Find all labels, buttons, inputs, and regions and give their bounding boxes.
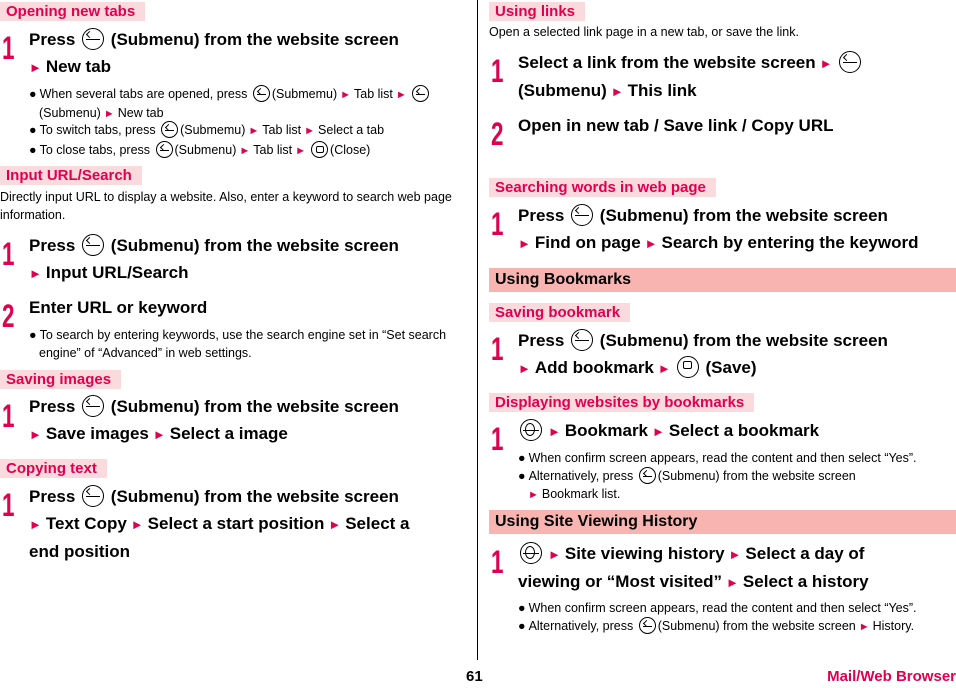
- step-text: Enter URL or keyword: [29, 298, 208, 317]
- section-header-site-viewing-history: Using Site Viewing History: [489, 510, 956, 534]
- browser-key-icon: [520, 542, 542, 564]
- arrow-icon: ►: [652, 424, 665, 439]
- section-tag-saving-images: Saving images: [0, 370, 121, 389]
- step-text: ► Bookmark ► Select a bookmark: [518, 417, 819, 445]
- bullet-icon: ●: [29, 87, 37, 101]
- camera-key-icon: [311, 141, 328, 158]
- section-tag-input-url-search: Input URL/Search: [0, 166, 142, 185]
- section-header-using-bookmarks: Using Bookmarks: [489, 268, 956, 292]
- submenu-key-icon: [82, 234, 104, 256]
- section-tag-using-links: Using links: [489, 2, 585, 21]
- step-text-part: New tab: [45, 57, 112, 76]
- step-text: Press (Submenu) from the website screen ► Find on page ► Search by entering the keyword: [518, 206, 919, 252]
- step-text-part: Press: [29, 30, 76, 49]
- section-description: Directly input URL to display a website. Also, enter a keyword to search web page information.: [0, 190, 452, 222]
- arrow-icon: ►: [248, 125, 260, 137]
- section-tag-saving-bookmark: Saving bookmark: [489, 303, 630, 322]
- arrow-icon: ►: [644, 236, 658, 251]
- arrow-icon: ►: [819, 56, 833, 71]
- submenu-key-icon: [571, 204, 593, 226]
- submenu-key-icon: [253, 85, 270, 102]
- arrow-icon: ►: [103, 108, 115, 120]
- step-number: 1: [2, 487, 15, 523]
- bullet-icon: ●: [518, 451, 526, 465]
- submenu-key-icon: [639, 467, 656, 484]
- step-number: 1: [2, 236, 15, 272]
- step-text: Press (Submenu) from the website screen ► Text Copy ► Select a start position ► Select a end position: [29, 487, 410, 561]
- note: ● Alternatively, press (Submenu) from the website screen ► History.: [518, 619, 915, 633]
- step-text: Open in new tab / Save link / Copy URL: [518, 116, 834, 135]
- submenu-key-icon: [571, 329, 593, 351]
- step-number: 1: [2, 30, 15, 66]
- bullet-icon: ●: [518, 601, 526, 615]
- camera-tv-key-icon: [677, 356, 699, 378]
- note: ● To switch tabs, press (Submemu) ► Tab list ► Select a tab: [29, 123, 385, 137]
- arrow-icon: ►: [726, 575, 739, 590]
- bullet-icon: ●: [518, 619, 526, 633]
- section-tag-displaying-by-bookmarks: Displaying websites by bookmarks: [489, 393, 754, 412]
- step-text: Select a link from the website screen ► (Submenu) ► This link: [518, 49, 863, 105]
- arrow-icon: ►: [29, 427, 42, 442]
- step-number: 1: [491, 53, 504, 89]
- arrow-icon: ►: [858, 621, 870, 633]
- section-tag-opening-new-tabs: Opening new tabs: [0, 2, 145, 21]
- step-text: Press (Submenu) from the website screen ► Input URL/Search: [29, 236, 399, 282]
- note: ● To search by entering keywords, use the search engine set in “Set search engine” of “Advanced” in web settings.: [29, 328, 447, 360]
- arrow-icon: ►: [29, 517, 42, 532]
- bullet-icon: ●: [29, 123, 37, 137]
- note: ● Alternatively, press (Submenu) from the website screen ► Bookmark list.: [518, 469, 856, 501]
- arrow-icon: ►: [518, 361, 531, 376]
- step-text: Press (Submenu) from the website screen ► Add bookmark ► (Save): [518, 331, 888, 377]
- column-divider: [477, 0, 478, 660]
- arrow-icon: ►: [548, 424, 561, 439]
- step-number: 2: [2, 298, 15, 334]
- arrow-icon: ►: [29, 266, 42, 281]
- arrow-icon: ►: [528, 489, 539, 501]
- submenu-key-icon: [839, 51, 861, 73]
- arrow-icon: ►: [610, 84, 624, 99]
- arrow-icon: ►: [328, 517, 342, 532]
- submenu-key-icon: [156, 141, 173, 158]
- submenu-key-icon: [639, 617, 656, 634]
- arrow-icon: ►: [340, 89, 351, 101]
- chapter-title: Mail/Web Browser: [827, 668, 956, 685]
- arrow-icon: ►: [657, 361, 671, 376]
- section-tag-searching-words: Searching words in web page: [489, 178, 716, 197]
- arrow-icon: ►: [239, 145, 251, 157]
- step-number: 1: [491, 206, 504, 242]
- step-number: 2: [491, 116, 504, 152]
- step-text: [29, 26, 399, 81]
- arrow-icon: ►: [518, 236, 531, 251]
- submenu-key-icon: [82, 28, 104, 50]
- submenu-key-icon: [82, 485, 104, 507]
- step-number: 1: [2, 398, 15, 434]
- browser-key-icon: [520, 419, 542, 441]
- step-number: 1: [491, 331, 504, 367]
- step-number: 1: [491, 544, 504, 580]
- section-tag-copying-text: Copying text: [0, 459, 107, 478]
- submenu-key-icon: [82, 395, 104, 417]
- arrow-icon: ►: [395, 89, 407, 101]
- note: ● When confirm screen appears, read the content and then select “Yes”.: [518, 451, 917, 465]
- arrow-icon: ►: [130, 517, 144, 532]
- section-description: Open a selected link page in a new tab, or save the link.: [489, 25, 799, 39]
- bullet-icon: ●: [518, 469, 526, 483]
- step-text-part: (Submenu) from the website screen: [110, 30, 399, 49]
- note: ● To close tabs, press (Submenu) ► Tab list ► (Close): [29, 143, 371, 157]
- bullet-icon: ●: [29, 143, 37, 157]
- arrow-icon: ►: [29, 60, 42, 75]
- step-text: Press (Submenu) from the website screen ► Save images ► Select a image: [29, 397, 399, 443]
- arrow-icon: ►: [304, 125, 316, 137]
- step-number: 1: [491, 421, 504, 457]
- note: ● When several tabs are opened, press (Submemu) ► Tab list ► (Submenu) ► New tab: [29, 85, 431, 123]
- bullet-icon: ●: [29, 328, 37, 342]
- note: ● When confirm screen appears, read the content and then select “Yes”.: [518, 601, 917, 615]
- arrow-icon: ►: [548, 547, 561, 562]
- submenu-key-icon: [161, 121, 178, 138]
- arrow-icon: ►: [295, 145, 307, 157]
- step-text: ► Site viewing history ► Select a day of viewing or “Most visited” ► Select a history: [518, 544, 869, 591]
- submenu-key-icon: [412, 85, 429, 102]
- page-number: 61: [466, 668, 483, 685]
- arrow-icon: ►: [728, 547, 742, 562]
- arrow-icon: ►: [152, 427, 166, 442]
